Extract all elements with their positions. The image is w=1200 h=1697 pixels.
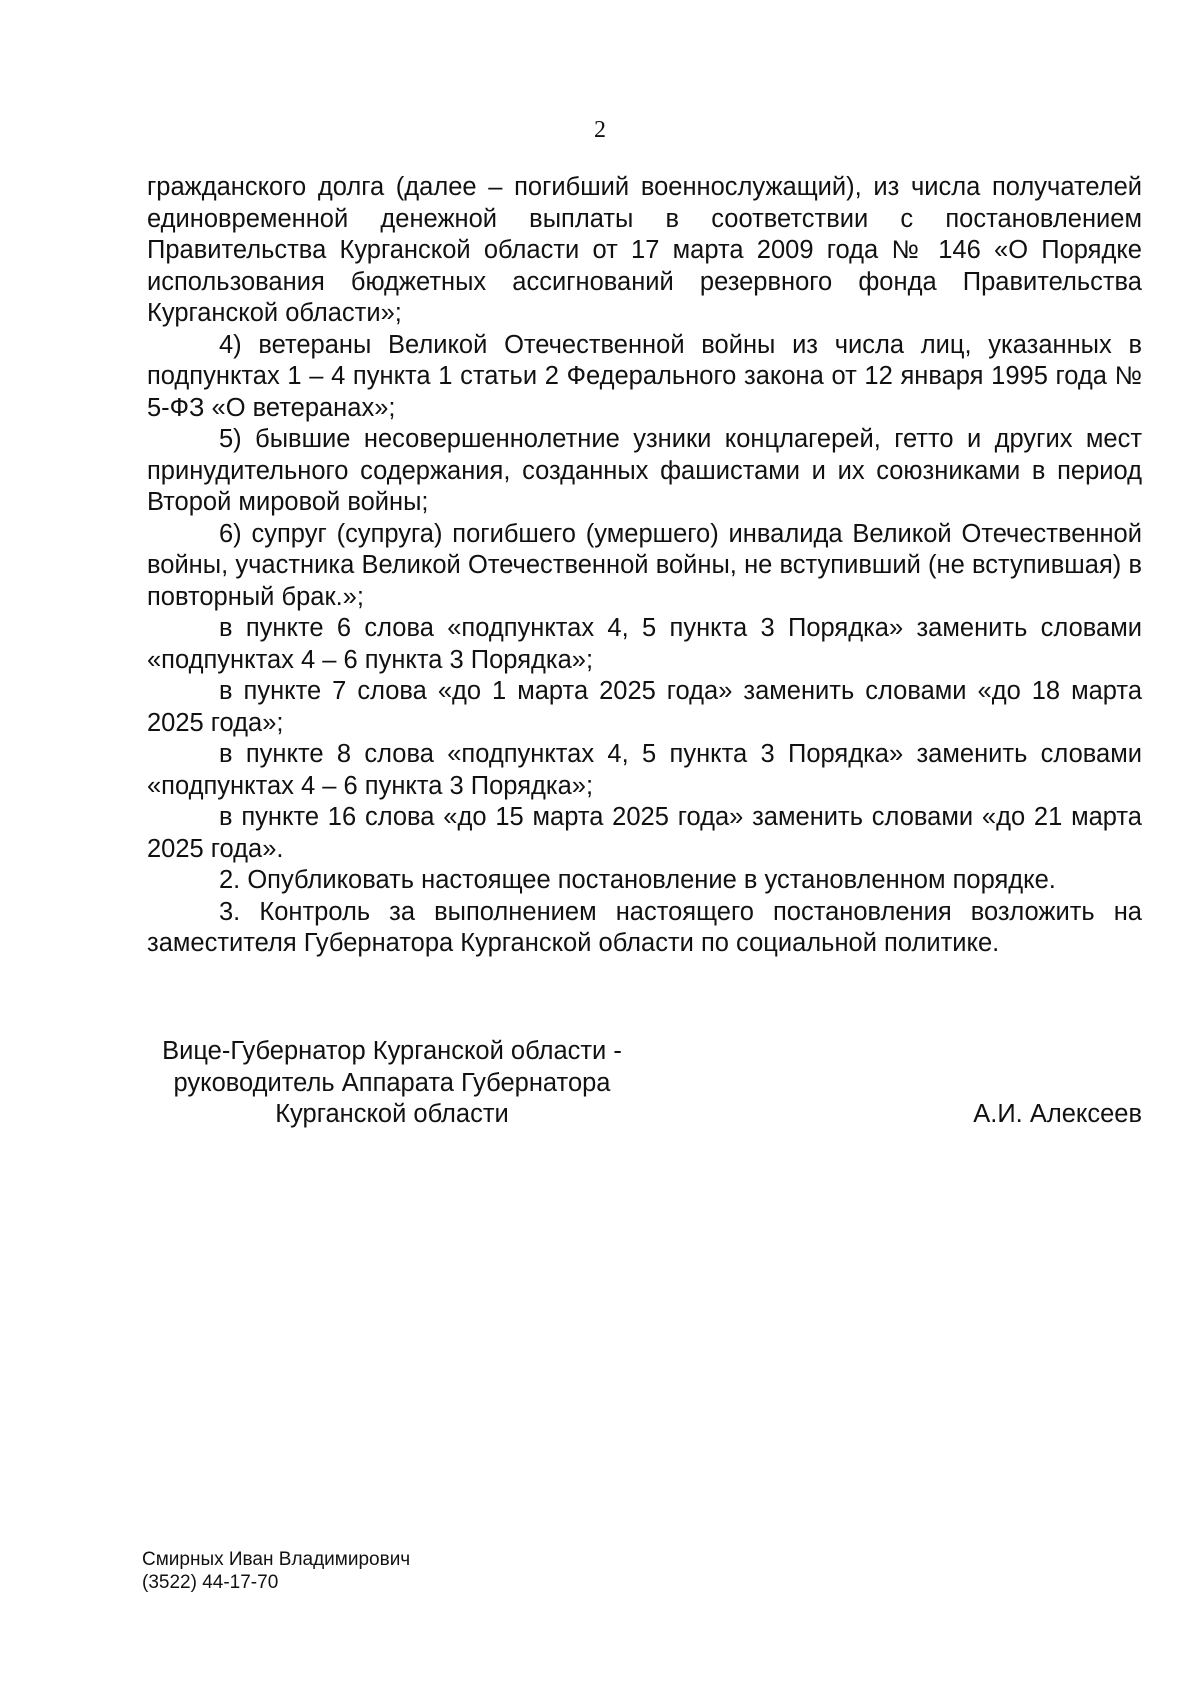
paragraph-point-8-amendment: в пункте 8 слова «подпунктах 4, 5 пункта 3 Порядка» заменить словами «подпунктах 4 – 6 пункта 3 Порядка»; [147,740,1142,800]
signatory-title-line: Вице-Губернатор Курганской области - [162,1037,622,1065]
paragraph-publish: 2. Опубликовать настоящее постановление в установленном порядке. [219,866,1056,894]
executor-phone: (3522) 44-17-70 [142,1572,279,1593]
executor-contact [142,1548,410,1594]
page-number: 2 [594,117,606,143]
paragraph-control: 3. Контроль за выполнением настоящего постановления возложить на заместителя Губернатора Курганской области по социальной политике. [147,897,1142,957]
signatory-title [147,1036,637,1131]
document-body [147,172,1142,960]
signatory-title-line: руководитель Аппарата Губернатора [173,1068,611,1097]
paragraph-point-6-amendment: в пункте 6 слова «подпунктах 4, 5 пункта 3 Порядка» заменить словами «подпунктах 4 – 6 пункта 3 Порядка»; [147,614,1142,674]
paragraph-point-7-amendment: в пункте 7 слова «до 1 марта 2025 года» заменить словами «до 18 марта 2025 года»; [147,677,1142,737]
paragraph-item-5: 5) бывшие несовершеннолетние узники концлагерей, гетто и других мест принудительного содержания, созданных фашистами и их союзниками в период Второй мировой войны; [147,425,1142,516]
executor-name: Смирных Иван Владимирович [142,1549,411,1570]
paragraph-continuation: гражданского долга (далее – погибший военнослужащий), из числа получателей единовременной денежной выплаты в соответствии с постановлением Правительства Курганской области от 17 марта 2009 года № 146 «О Порядке использования бюджетных ассигнований резервного фонда Правительства Курганской области»; [147,173,1142,327]
signatory-title-line: Курганской области [275,1100,509,1128]
paragraph-item-4: 4) ветераны Великой Отечественной войны из числа лиц, указанных в подпунктах 1 – 4 пункта 1 статьи 2 Федерального закона от 12 января 1995 года № 5-ФЗ «О ветеранах»; [147,330,1142,422]
paragraph-item-6: 6) супруг (супруга) погибшего (умершего) инвалида Великой Отечественной войны, участника Великой Отечественной войны, не вступивший (не вступившая) в повторный брак.»; [147,519,1142,611]
paragraph-point-16-amendment: в пункте 16 слова «до 15 марта 2025 года» заменить словами «до 21 марта 2025 года». [147,803,1142,863]
signatory-name: А.И. Алексеев [973,1100,1142,1128]
